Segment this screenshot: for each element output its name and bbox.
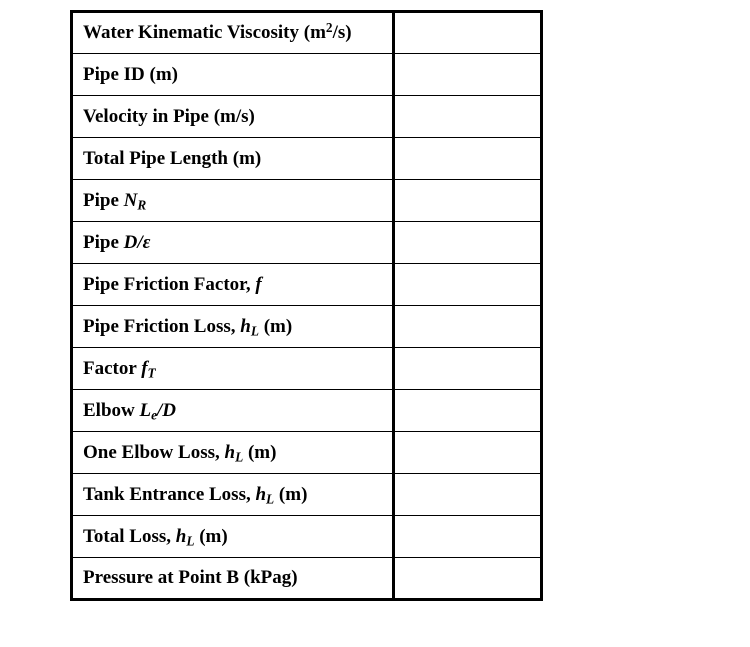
label-text: One Elbow Loss, <box>83 441 225 463</box>
label-variable: f <box>255 273 262 295</box>
row-value-cell[interactable] <box>394 54 542 96</box>
row-label <box>72 180 394 222</box>
row-label <box>72 306 394 348</box>
row-value-cell[interactable] <box>394 306 542 348</box>
row-value-cell[interactable] <box>394 138 542 180</box>
label-suffix: (m) <box>258 315 293 337</box>
label-suffix: /s) <box>332 22 352 43</box>
table-row <box>72 558 542 600</box>
table-row <box>72 306 542 348</box>
row-label <box>72 558 394 600</box>
label-text: Pipe ID (m) <box>83 63 178 85</box>
results-table <box>70 10 543 601</box>
row-value-cell[interactable] <box>394 222 542 264</box>
row-value-cell[interactable] <box>394 558 542 600</box>
table-row <box>72 96 542 138</box>
row-value-cell[interactable] <box>394 180 542 222</box>
label-variable: h <box>175 525 187 547</box>
label-subscript: L <box>250 322 259 338</box>
label-text: Tank Entrance Loss, <box>83 483 256 505</box>
label-subscript: R <box>137 196 147 212</box>
label-variable-suffix: /D <box>157 399 177 421</box>
table-row <box>72 390 542 432</box>
row-label <box>72 138 394 180</box>
row-value-cell[interactable] <box>394 474 542 516</box>
row-value-cell[interactable] <box>394 516 542 558</box>
label-variable: h <box>255 483 267 505</box>
label-subscript: T <box>147 364 156 380</box>
row-value-cell[interactable] <box>394 12 542 54</box>
row-value-cell[interactable] <box>394 390 542 432</box>
label-text: Pipe <box>83 189 124 211</box>
label-text: Velocity in Pipe (m/s) <box>83 105 255 127</box>
table-row <box>72 12 542 54</box>
label-subscript: L <box>235 448 244 464</box>
label-subscript: e <box>151 406 158 422</box>
label-suffix: (m) <box>194 525 228 547</box>
label-text: Water Kinematic Viscosity (m <box>83 22 326 43</box>
row-label <box>72 12 394 54</box>
label-variable: h <box>224 441 236 463</box>
row-value-cell[interactable] <box>394 96 542 138</box>
label-text: Total Pipe Length (m) <box>83 147 262 169</box>
label-subscript: L <box>186 532 195 548</box>
table-row <box>72 180 542 222</box>
label-suffix: (m) <box>274 483 308 505</box>
label-variable: L <box>139 399 152 421</box>
label-text: Elbow <box>83 399 140 421</box>
label-variable: h <box>240 315 251 337</box>
row-label <box>72 96 394 138</box>
row-value-cell[interactable] <box>394 264 542 306</box>
label-text: Total Loss, <box>83 525 176 547</box>
label-subscript: L <box>266 490 275 506</box>
label-text: Factor <box>83 357 142 379</box>
label-suffix: (m) <box>243 441 277 463</box>
table-row <box>72 222 542 264</box>
results-table-body <box>72 12 542 600</box>
row-label <box>72 432 394 474</box>
row-label <box>72 390 394 432</box>
table-row <box>72 516 542 558</box>
label-variable: N <box>123 189 138 211</box>
row-label <box>72 474 394 516</box>
label-variable: f <box>141 357 148 379</box>
row-label <box>72 264 394 306</box>
table-row <box>72 54 542 96</box>
label-text: Pipe <box>83 231 124 253</box>
label-variable: D/ε <box>123 231 151 253</box>
label-text: Pipe Friction Loss, <box>83 315 241 337</box>
label-superscript: 2 <box>325 20 333 36</box>
row-label <box>72 222 394 264</box>
row-label <box>72 348 394 390</box>
table-row <box>72 138 542 180</box>
row-value-cell[interactable] <box>394 348 542 390</box>
label-text: Pressure at Point B (kPag) <box>83 567 298 588</box>
row-value-cell[interactable] <box>394 432 542 474</box>
table-row <box>72 432 542 474</box>
row-label <box>72 516 394 558</box>
table-row <box>72 474 542 516</box>
label-text: Pipe Friction Factor, <box>83 273 256 295</box>
table-row <box>72 264 542 306</box>
row-label <box>72 54 394 96</box>
table-row <box>72 348 542 390</box>
